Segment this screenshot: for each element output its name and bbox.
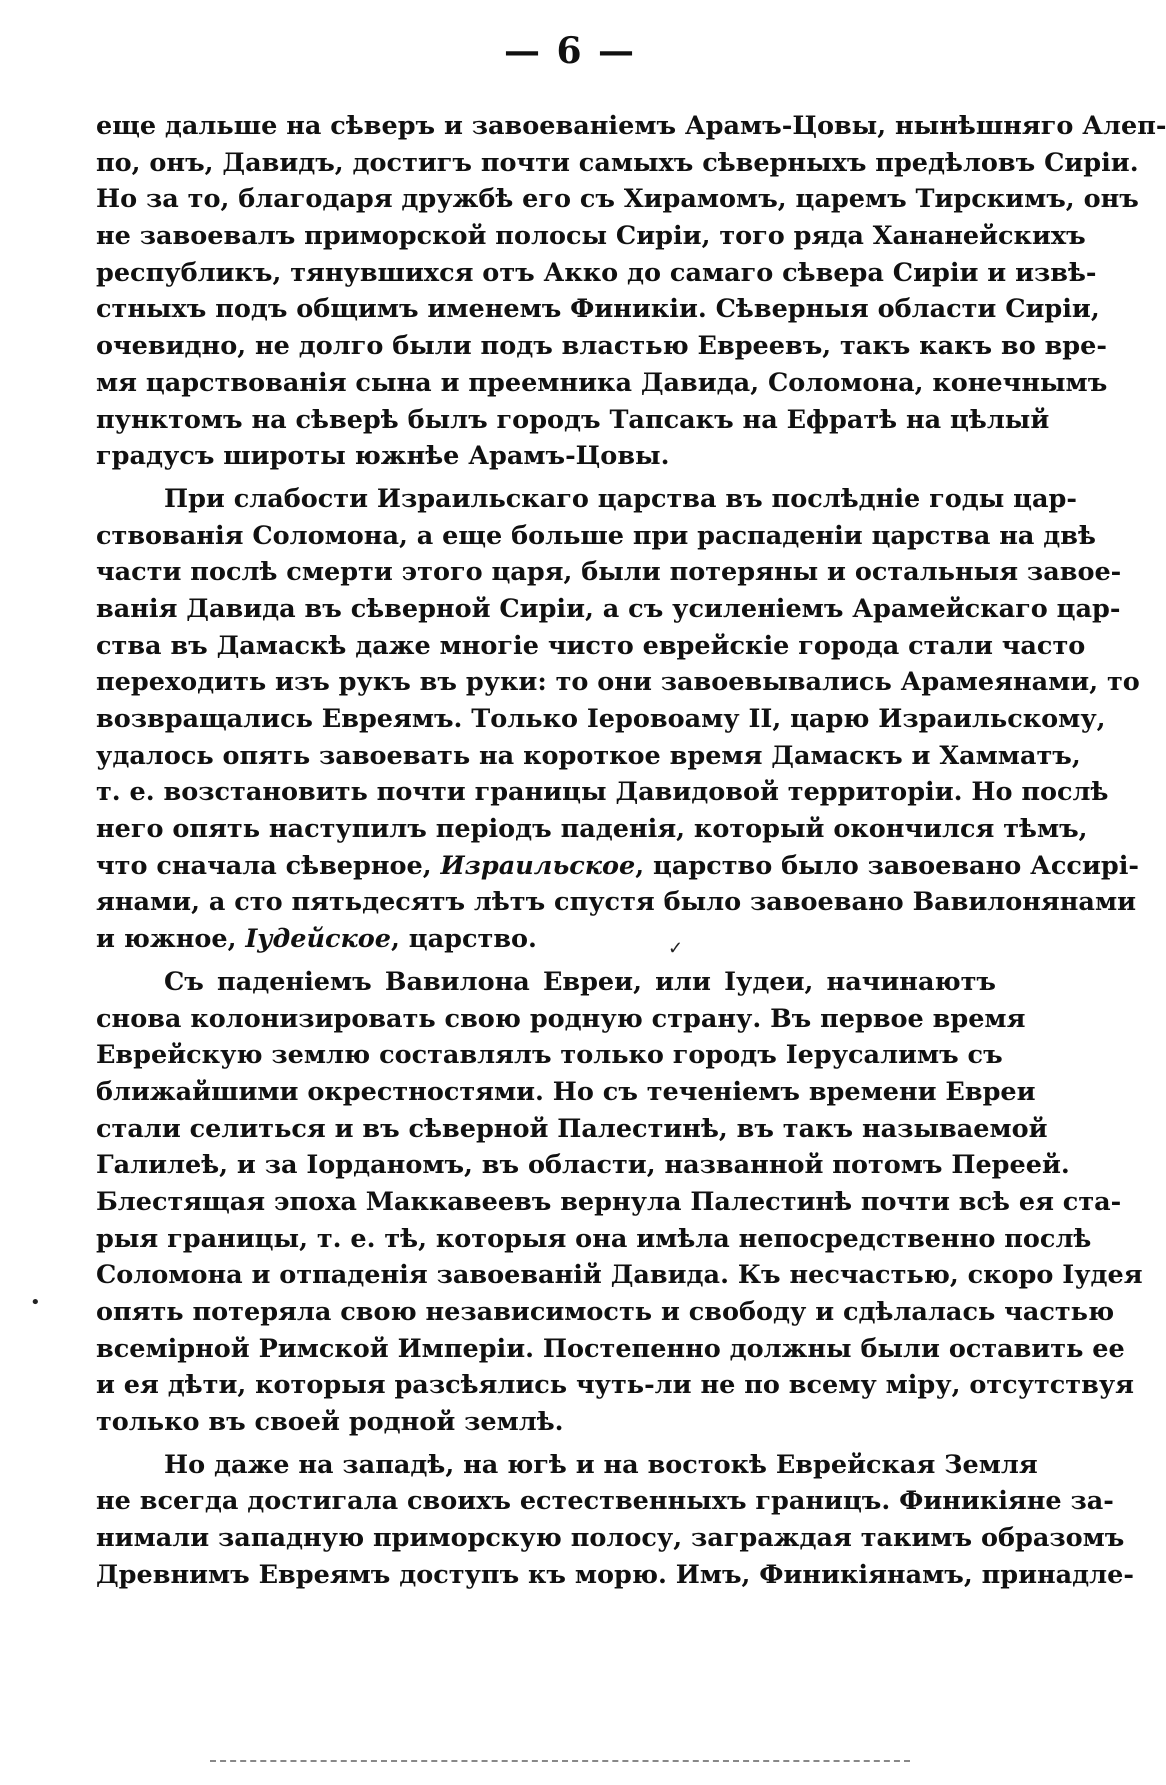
text-line: и ея дѣти, которыя разсѣялись чуть-ли не по всему міру, отсутствуя: [96, 1370, 1134, 1401]
text-run: , царство было завоевано Ассирі-: [635, 850, 1139, 881]
text-line: Галилеѣ, и за Іорданомъ, въ области, названной потомъ Переей.: [96, 1150, 1070, 1181]
text-line: стали селиться и въ сѣверной Палестинѣ, въ такъ называемой: [96, 1113, 1048, 1144]
text-line: переходить изъ рукъ въ руки: то они завоевывались Арамеянами, то: [96, 667, 1140, 698]
text-line: удалось опять завоевать на короткое время Дамаскъ и Хамматъ,: [96, 740, 1081, 771]
text-line: рыя границы, т. е. тѣ, которыя она имѣла непосредственно послѣ: [96, 1223, 1092, 1254]
text-line: части послѣ смерти этого царя, были потеряны и остальныя завое-: [96, 557, 1122, 588]
italic-word: Израильское: [440, 850, 636, 881]
text-run: , царство.: [391, 924, 537, 955]
pencil-tick-mark: ✓: [668, 938, 684, 959]
text-line: только въ своей родной землѣ.: [96, 1407, 564, 1438]
paragraph-1: [96, 108, 1166, 475]
bottom-edge-scan-artifact: [210, 1760, 910, 1762]
text-line: по, онъ, Давидъ, достигъ почти самыхъ сѣверныхъ предѣловъ Сиріи.: [96, 147, 1139, 178]
text-line: ствованія Соломона, а еще больше при распаденіи царства на двѣ: [96, 520, 1096, 551]
text-line: стныхъ подъ общимъ именемъ Финикіи. Сѣверныя области Сиріи,: [96, 294, 1100, 325]
text-line: При слабости Израильскаго царства въ послѣдніе годы цар-: [164, 483, 1077, 514]
italic-word: Іудейское: [245, 924, 392, 955]
text-line: Но даже на западѣ, на югѣ и на востокѣ Еврейская Земля: [164, 1449, 1038, 1480]
text-line: Еврейскую землю составлялъ только городъ Іерусалимъ съ: [96, 1040, 1003, 1071]
body-text: [96, 108, 1166, 1594]
text-line: мя царствованія сына и преемника Давида, Соломона, конечнымъ: [96, 367, 1108, 398]
text-line: опять потеряла свою независимость и свободу и сдѣлалась частью: [96, 1297, 1115, 1327]
paragraph-3: [96, 964, 1143, 1441]
text-line: Блестящая эпоха Маккавеевъ вернула Палестинѣ почти всѣ ея ста-: [96, 1186, 1122, 1217]
text-line: нимали западную приморскую полосу, заграждая такимъ образомъ: [96, 1523, 1125, 1554]
text-line-mixed: [96, 848, 1139, 885]
text-line: пунктомъ на сѣверѣ былъ городъ Тапсакъ на Ефратѣ на цѣлый: [96, 404, 1050, 435]
text-line: очевидно, не долго были подъ властью Евреевъ, такъ какъ во вре-: [96, 331, 1107, 362]
text-run: и южное,: [96, 924, 246, 955]
text-line: янами, а сто пятьдесятъ лѣтъ спустя было завоевано Вавилонянами: [96, 887, 1137, 918]
text-line: ства въ Дамаскѣ даже многіе чисто еврейскіе города стали часто: [96, 630, 1086, 661]
margin-dot-mark: •: [30, 1292, 41, 1313]
text-run: что сначала сѣверное,: [96, 850, 441, 881]
text-line: еще дальше на сѣверъ и завоеваніемъ Арамъ-Цовы, нынѣшняго Алеп-: [96, 111, 1166, 141]
text-line: ближайшими окрестностями. Но съ теченіемъ времени Евреи: [96, 1076, 1036, 1107]
text-line: Соломона и отпаденія завоеваній Давида. Къ несчастью, скоро Іудея: [96, 1260, 1143, 1291]
text-line: ванія Давида въ сѣверной Сиріи, а съ усиленіемъ Арамейскаго цар-: [96, 593, 1121, 624]
text-line: него опять наступилъ періодъ паденія, который окончился тѣмъ,: [96, 814, 1088, 845]
page-number: — 6 —: [503, 30, 637, 72]
text-line: не всегда достигала своихъ естественныхъ границъ. Финикіяне за-: [96, 1486, 1114, 1517]
paragraph-2: [96, 481, 1140, 958]
text-line: не завоевалъ приморской полосы Сиріи, того ряда Хананейскихъ: [96, 221, 1086, 252]
text-line: градусъ широты южнѣе Арамъ-Цовы.: [96, 441, 670, 472]
text-line: республикъ, тянувшихся отъ Акко до самаго сѣвера Сиріи и извѣ-: [96, 257, 1097, 288]
paragraph-4: [96, 1447, 1134, 1594]
text-line: т. е. возстановить почти границы Давидовой территоріи. Но послѣ: [96, 777, 1109, 808]
text-line: возвращались Евреямъ. Только Іеровоаму II, царю Израильскому,: [96, 704, 1106, 734]
text-line: всемірной Римской Имперіи. Постепенно должны были оставить ее: [96, 1333, 1125, 1364]
text-line-mixed: [96, 921, 996, 958]
text-line: Древнимъ Евреямъ доступъ къ морю. Имъ, Финикіянамъ, принадле-: [96, 1559, 1134, 1590]
text-line: снова колонизировать свою родную страну. Въ первое время: [96, 1003, 1026, 1034]
text-line: Съ паденіемъ Вавилона Евреи, или Іудеи, начинаютъ: [164, 966, 996, 997]
text-line: Но за то, благодаря дружбѣ его съ Хирамомъ, царемъ Тирскимъ, онъ: [96, 184, 1139, 215]
